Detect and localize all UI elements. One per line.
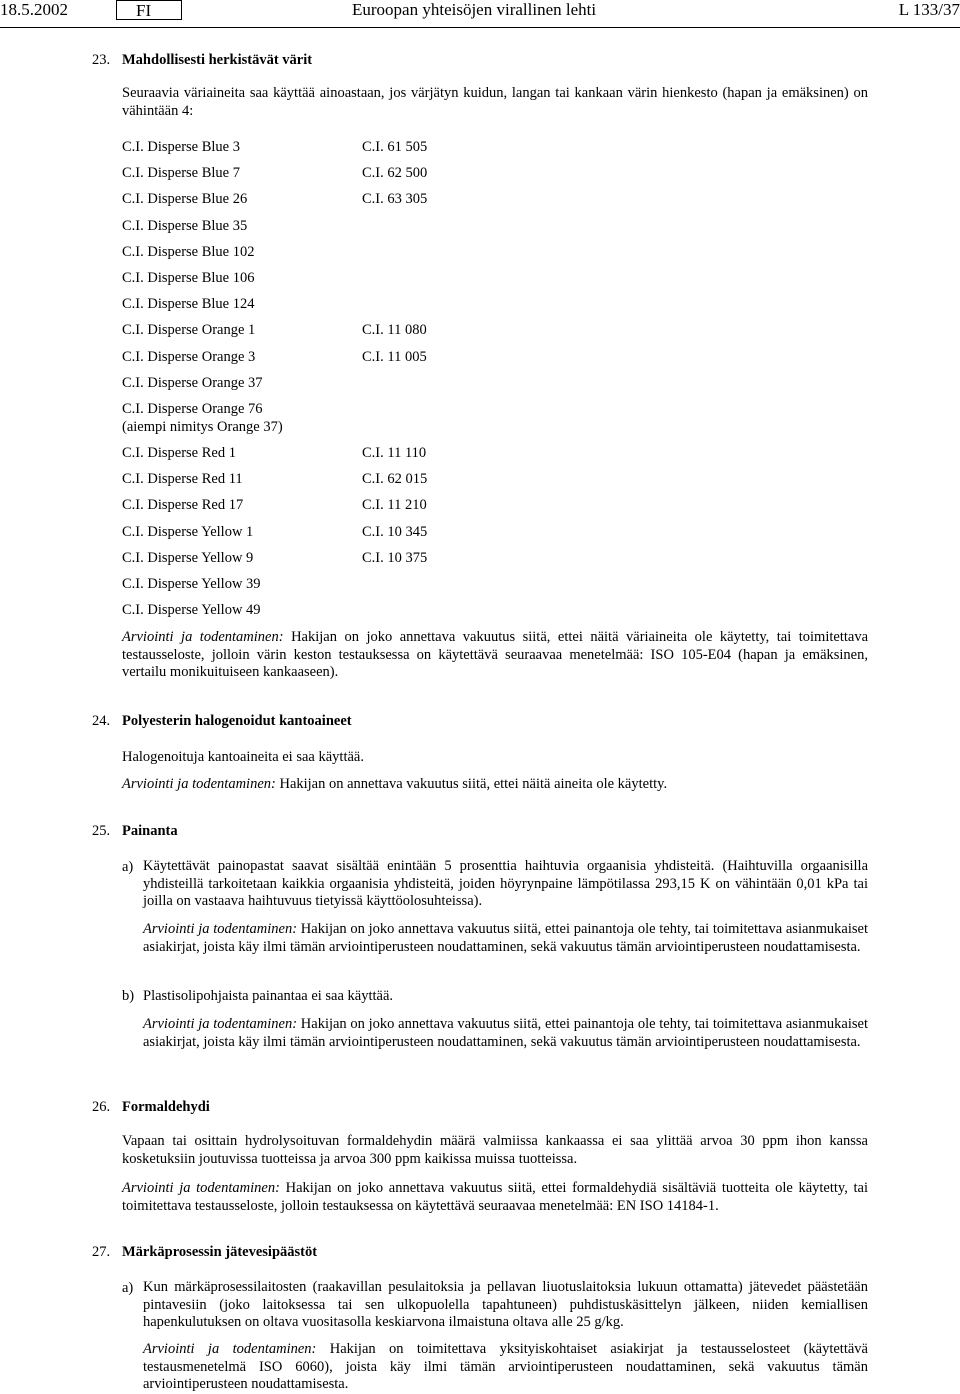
page-header xyxy=(0,0,960,22)
dye-ci-number: C.I. 10 375 xyxy=(362,549,428,566)
dye-name: C.I. Disperse Orange 1 xyxy=(122,322,256,339)
dye-name: C.I. Disperse Blue 106 xyxy=(122,270,255,286)
section-26-text: Vapaan tai osittain hydrolysoituvan formaldehydin määrä valmiissa kankaassa ei saa ylittää arvoa 30 ppm ihon kanssa kosketuksiin joutuvissa tuotteissa ja arvoa 300 ppm kaikissa muissa tuotteissa. xyxy=(122,1133,868,1167)
section-25-item-a-assessment xyxy=(143,921,868,956)
item-b-marker: b) xyxy=(122,988,135,1004)
dye-ci-number: C.I. 63 305 xyxy=(362,191,428,208)
header-journal-title: Euroopan yhteisöjen virallinen lehti xyxy=(352,0,597,19)
assessment-label: Arviointi ja todentaminen: xyxy=(143,921,298,937)
section-25-item-a: Käytettävät painopastat saavat sisältää enintään 5 prosenttia haihtuvia orgaanisia yhdisteitä. (Haihtuvilla orgaanisilla yhdisteillä tarkoitetaan kaikkia orgaanisia yhdisteitä, joiden höyrynpaine lämpötilassa 293,15 K on vähintään 0,01 kPa tai joilla on vastaava haihtuvuus tietyissä käyttöolosuhteissa). xyxy=(143,858,868,909)
header-language-box: FI xyxy=(116,0,182,20)
assessment-label: Arviointi ja todentaminen: xyxy=(122,776,276,792)
section-25-item-b-assessment xyxy=(143,1016,868,1051)
dye-name: C.I. Disperse Yellow 9 xyxy=(122,549,254,566)
dye-name: C.I. Disperse Yellow 39 xyxy=(122,576,261,592)
dye-ci-number: C.I. 61 505 xyxy=(362,139,428,155)
dye-name: C.I. Disperse Orange 37 xyxy=(122,374,263,391)
section-25-title: Painanta xyxy=(122,823,178,839)
assessment-label: Arviointi ja todentaminen: xyxy=(143,1341,317,1357)
section-23-title: Mahdollisesti herkistävät värit xyxy=(122,52,313,68)
dye-ci-number: C.I. 11 210 xyxy=(362,497,427,514)
dye-ci-number: C.I. 11 080 xyxy=(362,322,427,339)
dye-name: C.I. Disperse Red 11 xyxy=(122,471,243,488)
dye-name: C.I. Disperse Orange 3 xyxy=(122,348,256,365)
assessment-text: Hakijan on annettava vakuutus siitä, ettei näitä aineita ole käytetty. xyxy=(279,776,668,792)
section-24-assessment xyxy=(122,776,868,794)
assessment-text: Hakijan on joko annettava vakuutus siitä, ettei näitä väriaineita ole käytetty, tai toimitettava testausseloste, jolloin värin keston testauksessa on käytettävä seuraavaa menetelmää: ISO 105-E04 (hapan ja emäksinen, vertailu monikuituiseen kankaaseen). xyxy=(122,629,869,680)
assessment-label: Arviointi ja todentaminen: xyxy=(122,629,284,645)
section-26-number: 26. xyxy=(92,1099,111,1115)
section-23-number: 23. xyxy=(92,52,111,68)
dye-ci-number: C.I. 11 110 xyxy=(362,445,427,461)
dye-name: C.I. Disperse Blue 3 xyxy=(122,139,240,155)
assessment-text: Hakijan on joko annettava vakuutus siitä, ettei painantoja ole tehty, tai toimitettava asianmukaiset asiakirjat, joista käy ilmi tämän arviointiperusteen noudattaminen, sekä vakuutus tämän arviointiperusteen noudattamisesta. xyxy=(143,921,869,955)
dye-ci-number: C.I. 10 345 xyxy=(362,523,428,540)
section-24-number: 24. xyxy=(92,713,111,729)
section-27-item-a-assessment xyxy=(143,1341,868,1394)
section-23-intro: Seuraavia väriaineita saa käyttää ainoastaan, jos värjätyn kuidun, langan tai kankaan värin hienkesto (hapan ja emäksinen) on vähintään 4: xyxy=(122,85,868,119)
dye-name: C.I. Disperse Blue 102 xyxy=(122,243,255,260)
assessment-text: Hakijan on toimitettava yksityiskohtaiset asiakirjat ja testausselosteet (käytettävä testausmenetelmä ISO 6060), joista käy ilmi tämän arviointiperusteen noudattaminen, sekä vakuutus tämän arviointiperusteen noudattamisesta. xyxy=(143,1341,868,1392)
assessment-text: Hakijan on joko annettava vakuutus siitä, ettei formaldehydiä sisältäviä tuotteita ole käytetty, tai toimitettava testausseloste, jolloin testauksessa on käytettävä seuraavaa menetelmää: EN ISO 14184-1. xyxy=(122,1180,869,1214)
dye-name: C.I. Disperse Yellow 1 xyxy=(122,523,254,540)
header-date: 18.5.2002 xyxy=(0,0,68,19)
dye-name: C.I. Disperse Yellow 49 xyxy=(122,602,261,619)
assessment-label: Arviointi ja todentaminen: xyxy=(143,1016,298,1032)
header-page-number: L 133/37 xyxy=(898,0,960,19)
section-24-title: Polyesterin halogenoidut kantoaineet xyxy=(122,713,352,729)
dye-name: C.I. Disperse Blue 35 xyxy=(122,217,248,234)
section-23-assessment xyxy=(122,629,868,682)
assessment-text: Hakijan on joko annettava vakuutus siitä, ettei painantoja ole tehty, tai toimitettava asianmukaiset asiakirjat, joista käy ilmi tämän arviointiperusteen noudattaminen, sekä vakuutus tämän arviointiperusteen noudattamisesta. xyxy=(143,1016,869,1050)
dye-name: C.I. Disperse Orange 76 xyxy=(122,401,263,417)
section-26-title: Formaldehydi xyxy=(122,1099,210,1115)
dye-name: C.I. Disperse Red 17 xyxy=(122,497,244,514)
section-25-number: 25. xyxy=(92,823,111,839)
section-27-number: 27. xyxy=(92,1244,111,1260)
assessment-label: Arviointi ja todentaminen: xyxy=(122,1180,280,1196)
dye-name: C.I. Disperse Blue 7 xyxy=(122,165,240,182)
section-26-assessment xyxy=(122,1180,868,1215)
dye-name: C.I. Disperse Red 1 xyxy=(122,445,236,461)
dye-ci-number: C.I. 11 005 xyxy=(362,348,427,365)
dye-ci-number: C.I. 62 015 xyxy=(362,471,428,488)
dye-ci-number: C.I. 62 500 xyxy=(362,165,428,182)
dye-name: C.I. Disperse Blue 124 xyxy=(122,296,255,313)
item-a-marker: a) xyxy=(122,1280,134,1296)
section-25-item-b: Plastisolipohjaista painantaa ei saa käyttää. xyxy=(143,988,394,1004)
section-24-text: Halogenoituja kantoaineita ei saa käyttää. xyxy=(122,749,364,765)
header-rule xyxy=(0,27,960,28)
section-27-item-a: Kun märkäprosessilaitosten (raakavillan pesulaitoksia ja pellavan liuotuslaitoksia lukuun ottamatta) jätevedet päästetään pintavesiin (joko laitoksessa tai sen ulkopuolella tapahtuneen) puhdistuskäsittelyn jälkeen, niiden kemiallisen hapenkulutuksen on oltava vuositasolla keskiarvona ilmaistuna oltava alle 25 g/kg. xyxy=(143,1279,868,1330)
section-27-title: Märkäprosessin jätevesipäästöt xyxy=(122,1244,318,1260)
dye-name: C.I. Disperse Blue 26 xyxy=(122,191,248,208)
item-a-marker: a) xyxy=(122,859,134,875)
orange76-note: (aiempi nimitys Orange 37) xyxy=(122,419,283,435)
